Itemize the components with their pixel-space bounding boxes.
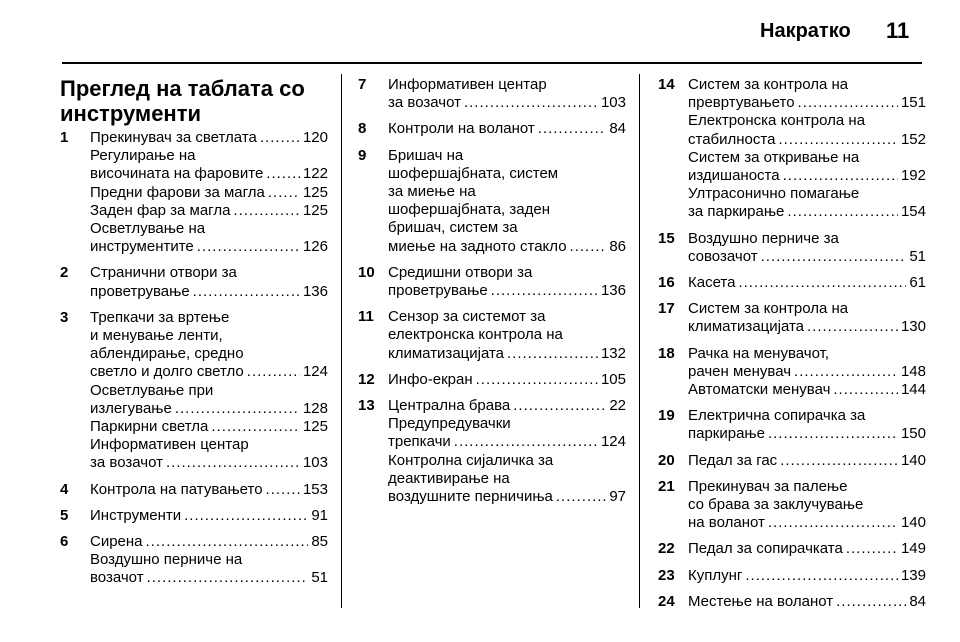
item-text: Бришач на [388, 146, 464, 164]
item-number: 4 [60, 480, 69, 498]
item-number: 13 [358, 397, 375, 415]
item-description [388, 371, 626, 389]
legend-item [60, 129, 328, 256]
item-line [90, 551, 328, 569]
item-number: 22 [658, 540, 675, 558]
dot-leader [476, 371, 598, 389]
item-line [688, 425, 926, 443]
page-reference: 124 [302, 363, 328, 381]
page-reference: 150 [900, 425, 926, 443]
item-line [688, 496, 926, 514]
item-text: за возачот [90, 454, 163, 472]
column-1 [60, 76, 328, 596]
dot-leader [266, 481, 300, 499]
item-text: Предни фарови за магла [90, 183, 265, 201]
item-description [90, 507, 328, 525]
dot-leader [266, 165, 300, 183]
item-text: Контролна сијаличка за [388, 451, 554, 469]
item-line [90, 309, 328, 327]
legend-item [358, 120, 626, 138]
item-text: шофершајбната, заден [388, 201, 550, 219]
page-reference: 154 [900, 203, 926, 221]
item-text: Странични отвори за [90, 264, 237, 282]
dot-leader [175, 400, 300, 418]
item-line [388, 433, 626, 451]
item-description [688, 593, 926, 611]
item-text: проветрување [90, 282, 190, 300]
page-reference: 126 [302, 238, 328, 256]
item-line [90, 507, 328, 525]
item-line [688, 167, 926, 185]
item-line [90, 184, 328, 202]
item-text: трепкачи [388, 433, 451, 451]
page-reference: 122 [302, 165, 328, 183]
page-reference: 140 [900, 514, 926, 532]
page-reference: 84 [909, 592, 926, 610]
dot-leader [260, 129, 300, 147]
item-line [388, 415, 626, 433]
header-title: Накратко [760, 20, 851, 42]
dot-leader [787, 203, 898, 221]
dot-leader [464, 94, 598, 112]
page-reference: 125 [302, 201, 328, 219]
item-text: инструментите [90, 238, 194, 256]
item-line [388, 201, 626, 219]
dot-leader [556, 488, 606, 506]
item-line [90, 418, 328, 436]
item-text: Воздушно перниче за [688, 229, 839, 247]
page-reference: 120 [302, 129, 328, 146]
item-description [688, 540, 926, 558]
legend-item [358, 147, 626, 256]
page-reference: 136 [302, 282, 328, 300]
legend-item [658, 407, 926, 443]
legend-item [658, 540, 926, 558]
column-divider-1 [341, 74, 342, 608]
item-line [388, 219, 626, 237]
item-line [388, 282, 626, 300]
page-reference: 128 [302, 399, 328, 417]
item-description [388, 120, 626, 138]
legend-item [358, 308, 626, 363]
dot-leader [798, 94, 898, 112]
dot-leader [197, 238, 300, 256]
item-line [688, 185, 926, 203]
item-text: Информативен центар [388, 76, 547, 93]
item-line [388, 488, 626, 506]
dot-leader [738, 274, 906, 292]
item-text: паркирање [688, 425, 765, 443]
item-number: 2 [60, 264, 69, 282]
item-description [688, 452, 926, 470]
item-description [688, 567, 926, 585]
legend-item [658, 593, 926, 611]
item-number: 17 [658, 300, 675, 318]
page-reference: 51 [311, 569, 328, 587]
item-line [688, 452, 926, 470]
page-reference: 192 [900, 167, 926, 185]
dot-leader [147, 569, 309, 587]
item-number: 1 [60, 129, 69, 146]
page-reference: 140 [900, 451, 926, 469]
dot-leader [247, 363, 300, 381]
item-line [688, 203, 926, 221]
item-text: издишаноста [688, 167, 780, 185]
page-reference: 124 [600, 433, 626, 451]
item-text: Прекинувач за светлата [90, 129, 257, 146]
item-text: Информативен центар [90, 436, 249, 454]
dot-leader [454, 433, 598, 451]
legend-item [658, 300, 926, 336]
page-reference: 51 [909, 247, 926, 265]
item-line [90, 363, 328, 381]
item-text: височината на фаровите [90, 165, 264, 183]
item-line [688, 300, 926, 318]
item-text: миење на задното стакло [388, 237, 567, 255]
item-text: со брава за заклучување [688, 496, 864, 514]
item-text: Прекинувач за палење [688, 477, 848, 495]
item-line [688, 540, 926, 558]
legend-item [60, 507, 328, 525]
dot-leader [513, 397, 606, 415]
item-description [388, 308, 626, 363]
item-line [90, 327, 328, 345]
item-number: 19 [658, 407, 675, 425]
column-2 [358, 76, 626, 514]
item-description [688, 407, 926, 443]
item-text: светло и долго светло [90, 363, 244, 381]
item-line [90, 436, 328, 454]
section-title: Преглед на таблата со инструменти [60, 76, 305, 126]
item-line [688, 112, 926, 130]
legend-item [658, 452, 926, 470]
dot-leader [768, 514, 898, 532]
item-text: бришач, систем за [388, 219, 518, 237]
item-line [90, 129, 328, 147]
item-text: Инфо-екран [388, 370, 473, 388]
item-line [90, 533, 328, 551]
item-number: 8 [358, 120, 367, 138]
item-line [388, 94, 626, 112]
item-number: 21 [658, 477, 675, 495]
legend-item [358, 397, 626, 506]
item-text: климатизацијата [688, 318, 805, 336]
item-line [90, 283, 328, 301]
item-text: Ултрасонично помагање [688, 185, 860, 203]
item-line [688, 478, 926, 496]
item-text: Куплунг [688, 566, 743, 584]
legend-item [358, 264, 626, 300]
item-text: за паркирање [688, 203, 785, 221]
dot-leader [184, 507, 308, 525]
item-number: 9 [358, 146, 367, 164]
item-text: Рачка на менувачот, [688, 344, 829, 362]
dot-leader [836, 593, 906, 611]
item-line [688, 94, 926, 112]
column-divider-2 [639, 74, 640, 608]
item-line [90, 202, 328, 220]
page-reference: 130 [900, 318, 926, 336]
legend-item [60, 533, 328, 588]
item-text: излегување [90, 399, 172, 417]
dot-leader [833, 381, 898, 399]
item-line [688, 593, 926, 611]
dot-leader [507, 345, 598, 363]
item-line [388, 238, 626, 256]
item-number: 6 [60, 533, 69, 551]
item-text: проветрување [388, 282, 488, 300]
item-line [388, 147, 626, 165]
item-description [688, 345, 926, 400]
legend-item [658, 230, 926, 266]
item-description [688, 478, 926, 533]
item-description [388, 264, 626, 300]
item-line [688, 131, 926, 149]
dot-leader [233, 202, 300, 220]
item-text: аблендирање, средно [90, 345, 244, 363]
item-line [688, 381, 926, 399]
item-text: Воздушно перниче на [90, 551, 243, 569]
item-description [90, 264, 328, 300]
item-number: 16 [658, 274, 675, 292]
item-number: 5 [60, 506, 69, 524]
item-text: Регулирање на [90, 147, 196, 165]
item-line [388, 371, 626, 389]
item-text: Предупредувачки [388, 415, 511, 433]
page-number: 11 [886, 18, 910, 43]
page-header [0, 0, 960, 62]
item-line [90, 400, 328, 418]
item-line [688, 407, 926, 425]
legend-item [358, 371, 626, 389]
item-text: Местење на воланот [688, 592, 834, 610]
page-reference: 103 [302, 454, 328, 472]
item-line [388, 345, 626, 363]
dot-leader [146, 533, 309, 551]
item-line [90, 238, 328, 256]
item-line [388, 308, 626, 326]
dot-leader [570, 238, 607, 256]
item-text: Касета [688, 274, 736, 292]
legend-item [658, 478, 926, 533]
page-reference: 139 [900, 566, 926, 584]
item-number: 24 [658, 592, 675, 610]
page-reference: 103 [600, 94, 626, 112]
page-reference: 91 [311, 506, 328, 524]
page-reference: 151 [900, 94, 926, 112]
legend-item [658, 76, 926, 222]
item-line [688, 318, 926, 336]
item-description [688, 274, 926, 292]
dot-leader [794, 363, 898, 381]
legend-item [60, 264, 328, 300]
item-line [388, 76, 626, 94]
item-number: 7 [358, 76, 367, 93]
item-line [90, 454, 328, 472]
item-text: деактивирање на [388, 469, 510, 487]
item-text: Инструменти [90, 506, 182, 524]
item-description [90, 129, 328, 256]
page-reference: 136 [600, 282, 626, 300]
item-line [388, 470, 626, 488]
item-number: 11 [358, 308, 374, 326]
item-text: Електрична сопирачка за [688, 407, 866, 425]
item-number: 18 [658, 344, 675, 362]
dot-leader [538, 120, 607, 138]
item-text: Систем за откривање на [688, 148, 860, 166]
item-line [90, 481, 328, 499]
item-number: 3 [60, 308, 69, 326]
item-number: 10 [358, 263, 375, 281]
legend-item [60, 481, 328, 499]
page-reference: 85 [311, 533, 328, 551]
item-text: Електронска контрола на [688, 112, 866, 130]
item-line [388, 120, 626, 138]
item-line [388, 165, 626, 183]
dot-leader [780, 452, 898, 470]
item-description [388, 397, 626, 506]
item-text: воздушните перничиња [388, 488, 553, 506]
item-line [90, 220, 328, 238]
page-reference: 84 [609, 120, 626, 138]
item-description [90, 309, 328, 473]
page-reference: 153 [302, 480, 328, 498]
item-line [688, 514, 926, 532]
dot-leader [778, 131, 898, 149]
item-text: рачен менувач [688, 362, 792, 380]
item-line [90, 264, 328, 282]
item-text: електронска контрола на [388, 326, 563, 344]
item-line [90, 569, 328, 587]
item-text: Заден фар за магла [90, 201, 231, 219]
legend-item [60, 309, 328, 473]
item-line [688, 363, 926, 381]
page-reference: 86 [609, 237, 626, 255]
item-number: 14 [658, 76, 675, 93]
item-line [388, 183, 626, 201]
item-line [388, 326, 626, 344]
item-description [688, 300, 926, 336]
item-text: возачот [90, 569, 144, 587]
item-line [688, 567, 926, 585]
legend-item [658, 274, 926, 292]
item-text: Контроли на воланот [388, 120, 535, 138]
dot-leader [761, 248, 907, 266]
item-line [90, 382, 328, 400]
legend-item [658, 567, 926, 585]
item-number: 20 [658, 451, 675, 469]
item-text: Централна брава [388, 397, 511, 415]
item-text: Осветлување при [90, 381, 214, 399]
dot-leader [193, 283, 300, 301]
item-line [688, 248, 926, 266]
column-3 [658, 76, 926, 619]
dot-leader [491, 282, 598, 300]
item-text: Педал за сопирачката [688, 540, 843, 558]
dot-leader [166, 454, 300, 472]
page-reference: 144 [900, 381, 926, 399]
page-reference: 61 [909, 274, 926, 292]
item-text: и менување ленти, [90, 327, 223, 345]
item-description [688, 76, 926, 222]
item-text: Трепкачи за вртење [90, 308, 230, 326]
item-number: 23 [658, 566, 675, 584]
item-text: Средишни отвори за [388, 263, 533, 281]
dot-leader [768, 425, 898, 443]
item-description [388, 76, 626, 112]
item-description [90, 481, 328, 499]
item-text: Паркирни светла [90, 418, 209, 436]
item-text: стабилноста [688, 130, 776, 148]
dot-leader [745, 567, 898, 585]
page-reference: 149 [900, 540, 926, 558]
item-number: 12 [358, 370, 375, 388]
item-text: за миење на [388, 183, 476, 201]
item-description [388, 147, 626, 256]
item-text: совозачот [688, 247, 758, 265]
item-line [688, 274, 926, 292]
dot-leader [807, 318, 898, 336]
item-text: Контрола на патувањето [90, 480, 263, 498]
item-line [90, 165, 328, 183]
item-description [90, 533, 328, 588]
item-text: Осветлување на [90, 220, 206, 238]
item-line [388, 452, 626, 470]
page-reference: 97 [609, 488, 626, 506]
dot-leader [783, 167, 898, 185]
item-line [688, 230, 926, 248]
item-text: Сензор за системот за [388, 308, 546, 326]
page-reference: 22 [609, 397, 626, 415]
page-reference: 152 [900, 130, 926, 148]
item-text: за возачот [388, 94, 461, 112]
item-text: шофершајбната, систем [388, 164, 559, 182]
page-reference: 132 [600, 344, 626, 362]
dot-leader [846, 540, 898, 558]
header-divider [62, 62, 922, 64]
page-reference: 148 [900, 362, 926, 380]
item-text: Систем за контрола на [688, 300, 849, 318]
item-line [388, 397, 626, 415]
legend-item [658, 345, 926, 400]
item-number: 15 [658, 229, 675, 247]
dot-leader [211, 418, 300, 436]
item-text: Автоматски менувач [688, 381, 831, 399]
item-text: на воланот [688, 514, 765, 532]
item-line [388, 264, 626, 282]
page-reference: 125 [302, 183, 328, 201]
item-text: климатизацијата [388, 344, 505, 362]
legend-item [358, 76, 626, 112]
item-text: Систем за контрола на [688, 76, 849, 93]
item-line [90, 147, 328, 165]
page-reference: 105 [600, 370, 626, 388]
item-line [90, 345, 328, 363]
item-text: Сирена [90, 533, 143, 551]
dot-leader [268, 184, 300, 202]
page-reference: 125 [302, 418, 328, 436]
item-text: Педал за гас [688, 451, 778, 469]
item-text: превртувањето [688, 94, 795, 112]
item-line [688, 76, 926, 94]
item-line [688, 345, 926, 363]
item-line [688, 149, 926, 167]
item-description [688, 230, 926, 266]
